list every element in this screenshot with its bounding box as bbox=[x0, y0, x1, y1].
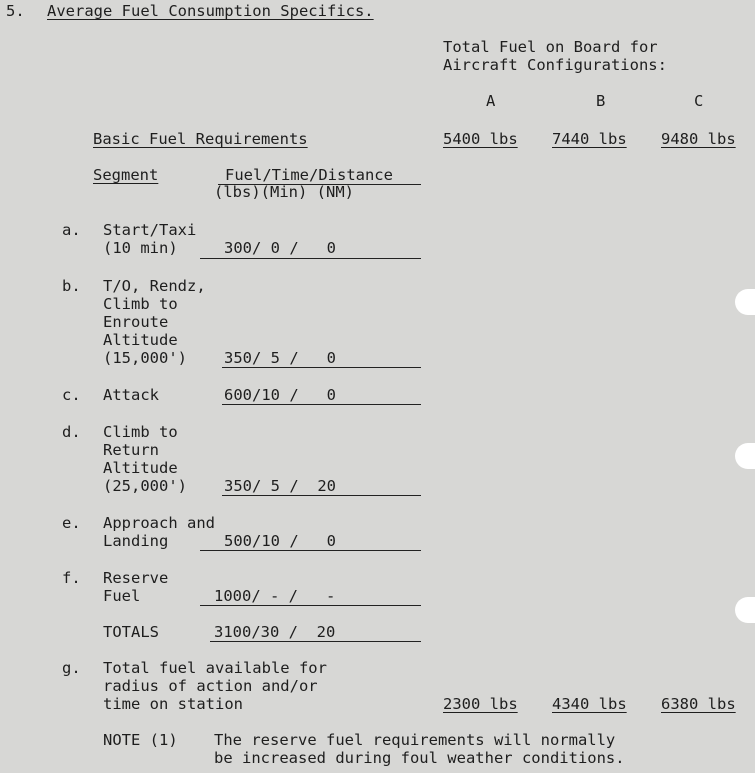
basic-fuel-label: Basic Fuel Requirements bbox=[93, 130, 308, 148]
segment-label-line: Altitude bbox=[103, 459, 178, 477]
segment-label-line: Enroute bbox=[103, 313, 169, 331]
config-header-line1: Total Fuel on Board for bbox=[443, 38, 658, 56]
segment-label-line: T/O, Rendz, bbox=[103, 277, 206, 295]
config-label-a: A bbox=[486, 92, 496, 110]
note-line: be increased during foul weather conditions. bbox=[214, 749, 625, 767]
config-label-b: B bbox=[596, 92, 606, 110]
config-header-line2: Aircraft Configurations: bbox=[443, 56, 667, 74]
segment-label-line: Start/Taxi bbox=[103, 221, 197, 239]
segment-label-line: Attack bbox=[103, 386, 159, 404]
config-label-c: C bbox=[694, 92, 704, 110]
totals-value: 3100/30 / 20 bbox=[214, 623, 336, 641]
section-title: Average Fuel Consumption Specifics. bbox=[47, 2, 374, 20]
basic-fuel-c: 9480 lbs bbox=[661, 130, 736, 148]
segment-label-line: Fuel bbox=[103, 587, 141, 605]
segment-value: 1000/ - / - bbox=[214, 587, 336, 605]
segment-value: 350/ 5 / 0 bbox=[224, 349, 336, 367]
available-label-line: Total fuel available for bbox=[103, 659, 327, 677]
segment-letter: d. bbox=[62, 423, 81, 441]
segment-label-line: Approach and bbox=[103, 514, 215, 532]
note-label: NOTE (1) bbox=[103, 731, 178, 749]
segment-value: 300/ 0 / 0 bbox=[224, 239, 336, 257]
segment-value: 350/ 5 / 20 bbox=[224, 477, 336, 495]
binder-hole bbox=[735, 597, 755, 623]
available-a: 2300 lbs bbox=[443, 695, 518, 713]
binder-hole bbox=[735, 289, 755, 315]
segment-header: Segment bbox=[93, 166, 159, 184]
binder-hole bbox=[735, 443, 755, 469]
units-header: (lbs)(Min) (NM) bbox=[214, 183, 354, 201]
available-c: 6380 lbs bbox=[661, 695, 736, 713]
segment-label-line: (15,000') bbox=[103, 349, 187, 367]
basic-fuel-b: 7440 lbs bbox=[552, 130, 627, 148]
available-label-line: time on station bbox=[103, 695, 243, 713]
section-number: 5. bbox=[6, 2, 25, 20]
basic-fuel-a: 5400 lbs bbox=[443, 130, 518, 148]
segment-label-line: Landing bbox=[103, 532, 169, 550]
segment-letter: b. bbox=[62, 277, 81, 295]
segment-label-line: Altitude bbox=[103, 331, 178, 349]
available-b: 4340 lbs bbox=[552, 695, 627, 713]
segment-label-line: Climb to bbox=[103, 295, 178, 313]
segment-label-line: (25,000') bbox=[103, 477, 187, 495]
segment-letter: a. bbox=[62, 221, 81, 239]
segment-label-line: Return bbox=[103, 441, 159, 459]
fuel-time-distance-header: Fuel/Time/Distance bbox=[225, 166, 393, 184]
segment-value: 500/10 / 0 bbox=[224, 532, 336, 550]
segment-label-line: Reserve bbox=[103, 569, 169, 587]
segment-letter: f. bbox=[62, 569, 81, 587]
segment-label-line: Climb to bbox=[103, 423, 178, 441]
segment-letter: e. bbox=[62, 514, 81, 532]
note-line: The reserve fuel requirements will normally bbox=[214, 731, 616, 749]
available-label-line: radius of action and/or bbox=[103, 677, 318, 695]
segment-value: 600/10 / 0 bbox=[224, 386, 336, 404]
totals-label: TOTALS bbox=[103, 623, 159, 641]
available-letter: g. bbox=[62, 659, 81, 677]
segment-label-line: (10 min) bbox=[103, 239, 178, 257]
segment-letter: c. bbox=[62, 386, 81, 404]
